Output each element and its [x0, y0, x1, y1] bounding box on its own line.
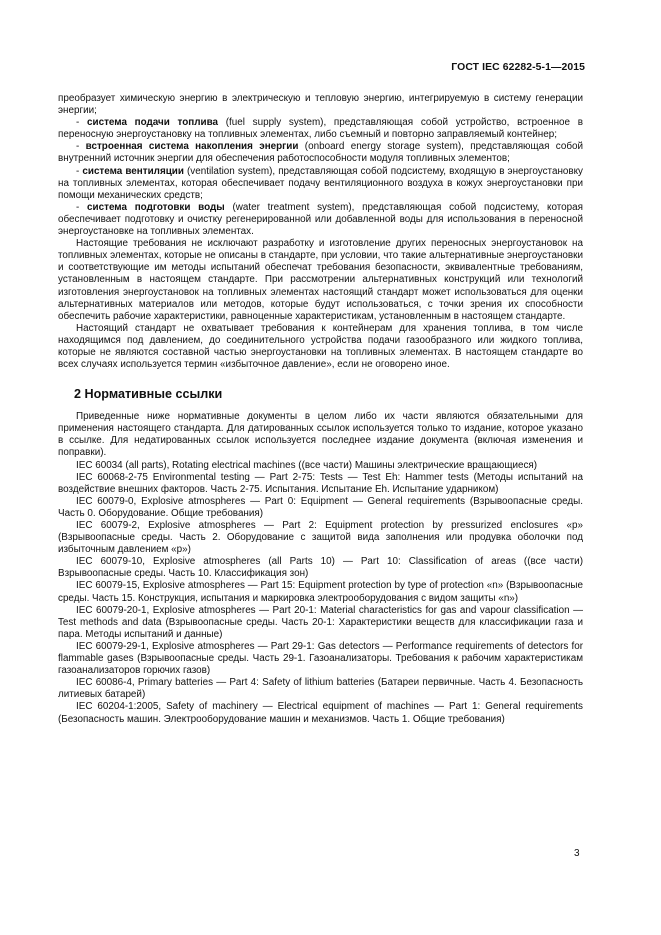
list-bullet: -	[76, 141, 80, 153]
term: система подготовки воды	[87, 201, 225, 213]
reference-item: IEC 60068-2-75 Environmental testing — Part 2-75: Tests — Test Eh: Hammer tests (Методы испытаний на воздействие внешних факторов. Часть 2-75. Испытания. Испытание Eh. Испытание ударником)	[58, 471, 583, 495]
reference-item: IEC 60079-15, Explosive atmospheres — Part 15: Equipment protection by type of protection «n» (Взрывоопасные среды. Часть 15. Конструкция, испытания и маркировка электрооборудования с видом защиты «n»)	[58, 580, 583, 604]
term: система вентиляции	[82, 165, 184, 177]
reference-item: IEC 60034 (all parts), Rotating electrical machines ((все части) Машины электрические вращающиеся)	[76, 459, 538, 471]
list-item	[58, 202, 583, 238]
term-description: (onboard energy storage system), представляющая собой внутренний источник энергии для обеспечения работоспособности модуля топливных элементов;	[58, 141, 583, 165]
reference-item: IEC 60086-4, Primary batteries — Part 4: Safety of lithium batteries (Батареи первичные. Часть 4. Безопасность литиевых батарей)	[58, 677, 583, 701]
list-item	[58, 117, 583, 141]
paragraph: Настоящий стандарт не охватывает требования к контейнерам для хранения топлива, в том числе находящимся под давлением, до соединительного устройства подачи газообразного или жидкого топлива, которые не являются составной частью энергоустановки на топливных элементах. В настоящем стандарте во всех случаях используется термин «избыточное давление», если не оговорено иное.	[58, 322, 583, 371]
paragraph: преобразует химическую энергию в электрическую и тепловую энергию, интегрируемую в систему генерации энергии;	[58, 93, 583, 117]
term: система подачи топлива	[87, 117, 219, 129]
reference-item: IEC 60204-1:2005, Safety of machinery — Electrical equipment of machines — Part 1: General requirements (Безопасность машин. Электрооборудование машин и механизмов. Часть 1. Общие требования)	[58, 701, 583, 725]
section-title: 2 Нормативные ссылки	[74, 387, 223, 402]
reference-item: IEC 60079-20-1, Explosive atmospheres — Part 20-1: Material characteristics for gas and vapour classification — Test methods and data (Взрывоопасные среды. Часть 20-1: Характеристики веществ для классификации газа и пара. Методы испытаний и данные)	[58, 604, 583, 640]
page-number: 3	[574, 848, 580, 859]
reference-item: IEC 60079-10, Explosive atmospheres (all Parts 10) — Part 10: Classification of areas ((все части) Взрывоопасные среды. Часть 10. Классификация зон)	[58, 556, 583, 580]
list-bullet: -	[76, 201, 80, 213]
paragraph: Приведенные ниже нормативные документы в целом либо их части являются обязательными для применения настоящего стандарта. Для датированных ссылок используется только то издание, которое указано в ссылке. Для недатированных ссылок используется последнее издание документа (включая изменения и поправки).	[58, 411, 583, 459]
body-text	[58, 93, 583, 726]
list-bullet: -	[76, 165, 80, 177]
term-description: (ventilation system), представляющая собой подсистему, входящую в энергоустановку на топливных элементах, которая обеспечивает подачу вентиляционного воздуха в кожух энергоустановки при помощи механических средств;	[58, 165, 583, 201]
list-item	[58, 141, 583, 165]
term: встроенная система накопления энергии	[85, 141, 299, 153]
standard-header: ГОСТ IEC 62282-5-1—2015	[451, 62, 585, 73]
paragraph: Настоящие требования не исключают разработку и изготовление других переносных энергоустановок на топливных элементах, которые не описаны в стандарте, при условии, что такие альтернативные энергоустановки и соответствующие им методы испытаний обеспечат требования безопасности, эквивалентные требованиям, установленным в настоящем стандарте. При рассмотрении альтернативных конструкций или технологий изготовления энергоустановок на топливных элементах настоящий стандарт может использоваться для оценки альтернативных материалов или методов, которые будут использоваться, с точки зрения их способности обеспечить рабочие характеристики, равноценные характеристикам, установленным в настоящем стандарте.	[58, 238, 583, 322]
reference-item: IEC 60079-29-1, Explosive atmospheres — Part 29-1: Gas detectors — Performance requirements of detectors for flammable gases (Взрывоопасные среды. Часть 29-1. Газоанализаторы. Требования к рабочим характеристикам газоанализаторов горючих газов)	[58, 640, 583, 677]
reference-item: IEC 60079-0, Explosive atmospheres — Part 0: Equipment — General requirements (Взрывоопасные среды. Часть 0. Оборудование. Общие требования)	[58, 495, 583, 519]
term-description: (fuel supply system), представляющая собой устройство, встроенное в переносную энергоустановку на топливных элементах, либо съемный и повторно заправляемый контейнер;	[58, 117, 583, 141]
reference-item: IEC 60079-2, Explosive atmospheres — Part 2: Equipment protection by pressurized enclosures «р» (Взрывоопасные среды. Часть 2. Оборудование с защитой вида заполнения или продувка оболочки под избыточным давлением «р»)	[58, 520, 583, 556]
list-bullet: -	[76, 117, 80, 129]
list-item	[58, 166, 583, 202]
term-description: (water treatment system), представляющая собой подсистему, которая обеспечивает подготовку и очистку регенерированной или добавленной воды для использования в переносной энергоустановке на топливных элементах.	[58, 201, 583, 238]
